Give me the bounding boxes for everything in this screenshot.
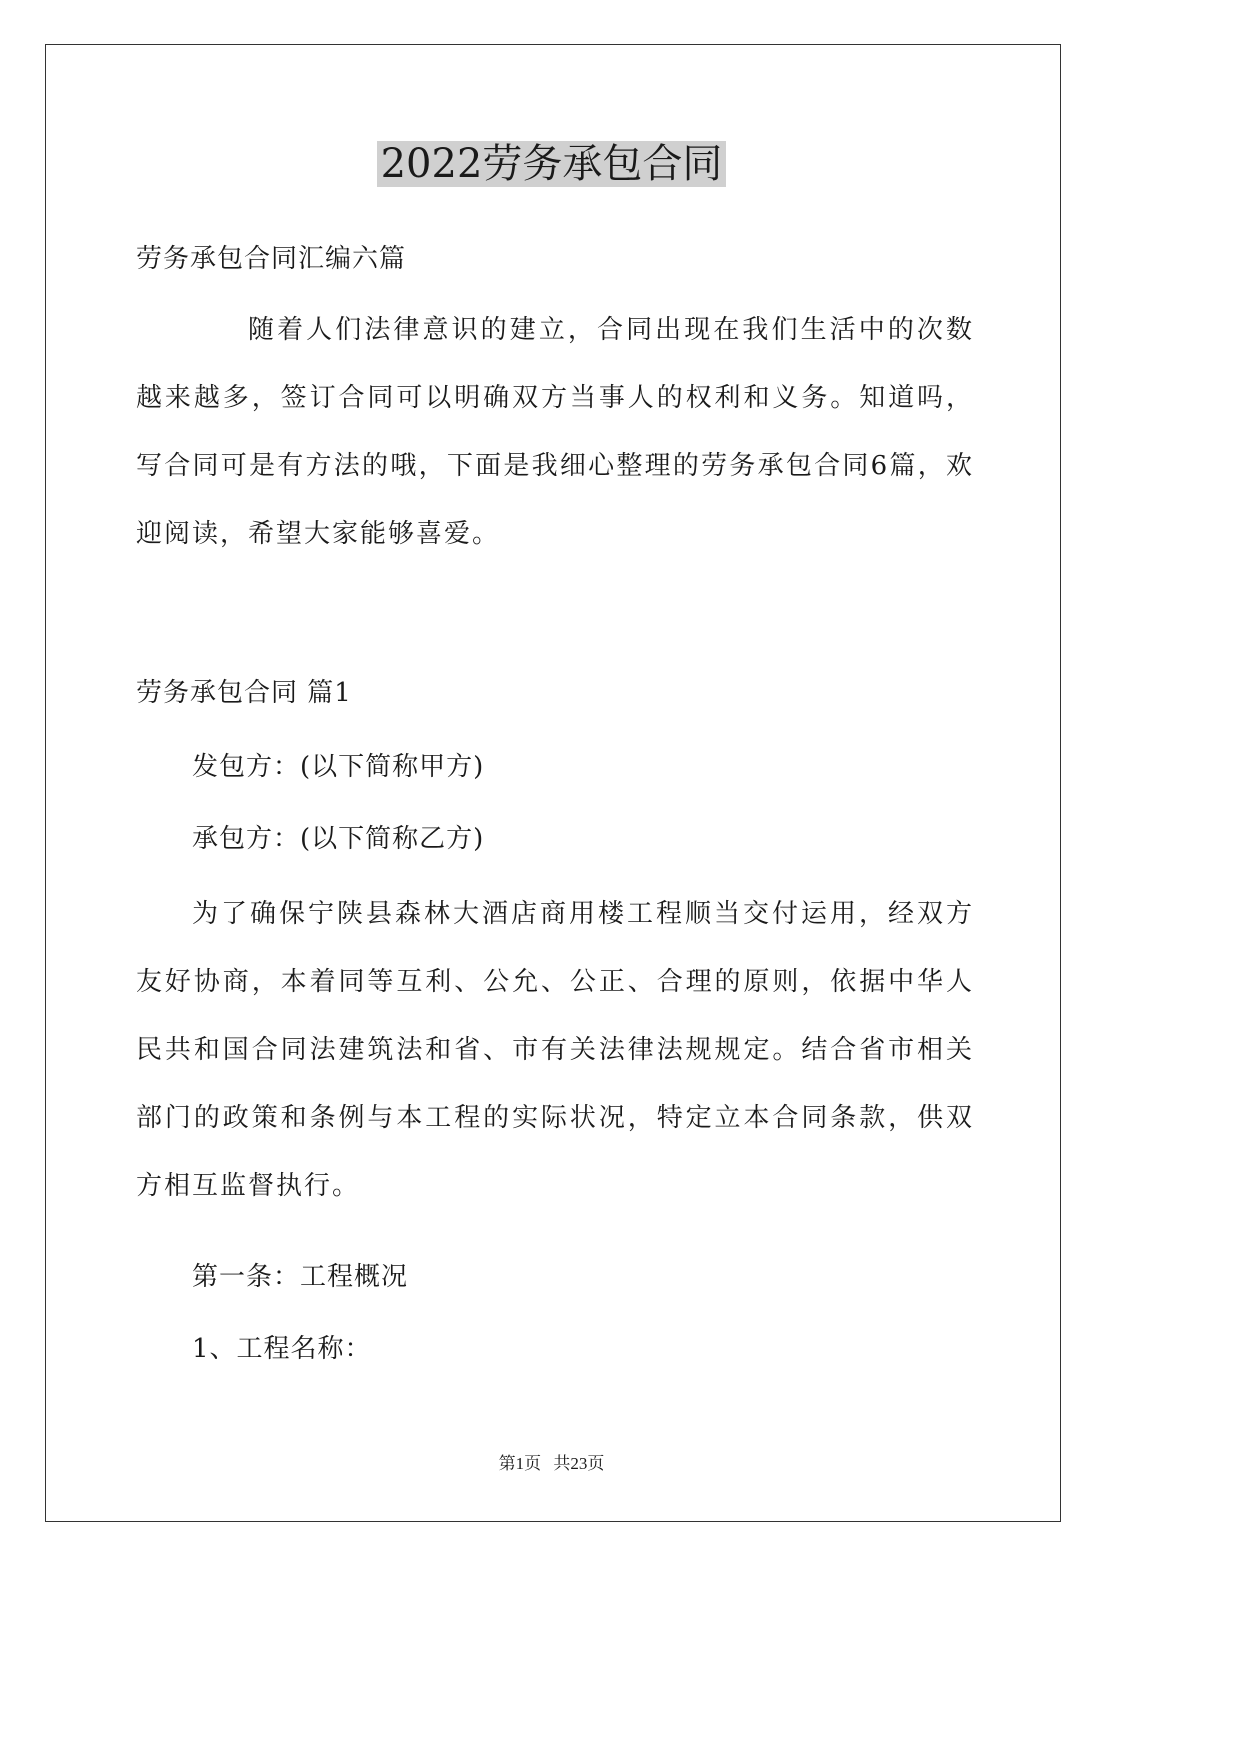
party-b-line: 承包方：(以下简称乙方) bbox=[192, 824, 485, 854]
document-title bbox=[0, 138, 1103, 190]
page-footer bbox=[0, 1453, 1103, 1475]
document-subtitle: 劳务承包合同汇编六篇 bbox=[136, 244, 407, 274]
item-1-line: 1、工程名称： bbox=[192, 1334, 372, 1364]
page-number: 第1页 bbox=[498, 1454, 542, 1473]
article-1-heading: 第一条：工程概况 bbox=[192, 1262, 409, 1292]
purpose-paragraph: 为了确保宁陕县森林大酒店商用楼工程顺当交付运用，经双方友好协商，本着同等互利、公允、公正、合理的原则，依据中华人民共和国合同法建筑法和省、市有关法律法规规定。结合省市相关部门的政策和条例与本工程的实际状况，特定立本合同条款，供双方相互监督执行。 bbox=[136, 899, 974, 1201]
party-a-line: 发包方：(以下简称甲方) bbox=[192, 752, 485, 782]
document-title-text: 2022劳务承包合同 bbox=[377, 141, 727, 187]
page-total: 共23页 bbox=[553, 1454, 605, 1473]
section-heading: 劳务承包合同 篇1 bbox=[136, 678, 352, 708]
intro-paragraph: 随着人们法律意识的建立，合同出现在我们生活中的次数越来越多，签订合同可以明确双方当事人的权利和义务。知道吗，写合同可是有方法的哦，下面是我细心整理的劳务承包合同6篇，欢迎阅读，希望大家能够喜爱。 bbox=[136, 315, 974, 549]
